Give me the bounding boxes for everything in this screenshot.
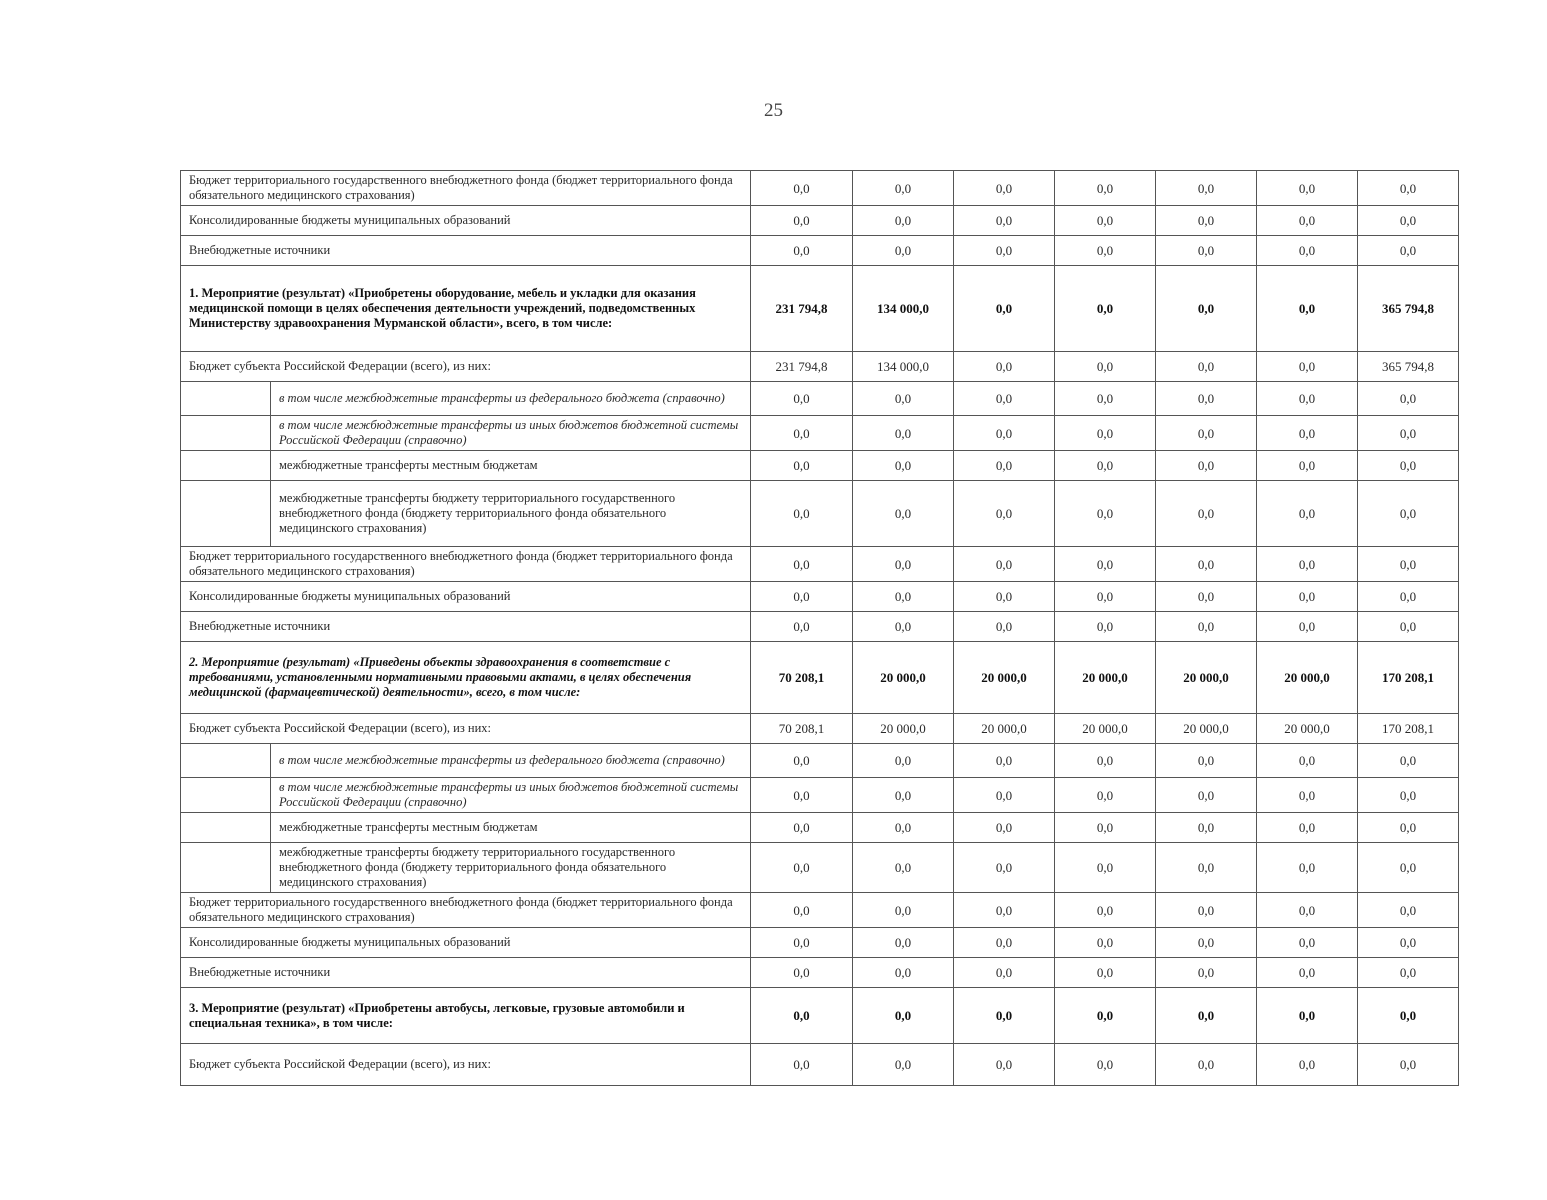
value-cell: 0,0 bbox=[751, 206, 853, 236]
value-cell: 0,0 bbox=[954, 612, 1055, 642]
value-cell: 0,0 bbox=[751, 236, 853, 266]
value-cell: 0,0 bbox=[1156, 778, 1257, 813]
value-cell: 0,0 bbox=[954, 206, 1055, 236]
value-cell: 170 208,1 bbox=[1358, 642, 1459, 714]
row-label: Консолидированные бюджеты муниципальных образований bbox=[181, 928, 751, 958]
value-cell: 20 000,0 bbox=[853, 642, 954, 714]
value-cell: 0,0 bbox=[751, 451, 853, 481]
value-cell: 0,0 bbox=[954, 843, 1055, 893]
value-cell: 0,0 bbox=[1055, 171, 1156, 206]
value-cell: 0,0 bbox=[954, 352, 1055, 382]
value-cell: 0,0 bbox=[1358, 744, 1459, 778]
table-row bbox=[181, 547, 1459, 582]
row-label: межбюджетные трансферты бюджету территориального государственного внебюджетного фонда (бюджету территориального фонда обязательного медицинского страхования) bbox=[271, 843, 751, 893]
indent-cell bbox=[181, 778, 271, 813]
value-cell: 231 794,8 bbox=[751, 266, 853, 352]
value-cell: 20 000,0 bbox=[1156, 714, 1257, 744]
value-cell: 0,0 bbox=[751, 843, 853, 893]
value-cell: 0,0 bbox=[1156, 988, 1257, 1044]
value-cell: 0,0 bbox=[1257, 547, 1358, 582]
value-cell: 0,0 bbox=[853, 451, 954, 481]
indent-cell bbox=[181, 744, 271, 778]
row-label: Внебюджетные источники bbox=[181, 236, 751, 266]
value-cell: 0,0 bbox=[1156, 171, 1257, 206]
value-cell: 0,0 bbox=[853, 382, 954, 416]
row-label: Внебюджетные источники bbox=[181, 612, 751, 642]
budget-table bbox=[180, 170, 1459, 1086]
value-cell: 0,0 bbox=[853, 843, 954, 893]
row-label: Бюджет территориального государственного внебюджетного фонда (бюджет территориального фонда обязательного медицинского страхования) bbox=[181, 893, 751, 928]
value-cell: 0,0 bbox=[1156, 744, 1257, 778]
value-cell: 0,0 bbox=[1358, 206, 1459, 236]
value-cell: 0,0 bbox=[1257, 416, 1358, 451]
value-cell: 0,0 bbox=[1358, 582, 1459, 612]
table-row bbox=[181, 612, 1459, 642]
value-cell: 20 000,0 bbox=[1055, 642, 1156, 714]
value-cell: 0,0 bbox=[1358, 547, 1459, 582]
value-cell: 0,0 bbox=[954, 451, 1055, 481]
table-row bbox=[181, 481, 1459, 547]
value-cell: 0,0 bbox=[1358, 171, 1459, 206]
value-cell: 0,0 bbox=[853, 958, 954, 988]
value-cell: 0,0 bbox=[751, 988, 853, 1044]
value-cell: 0,0 bbox=[1055, 206, 1156, 236]
value-cell: 0,0 bbox=[1257, 382, 1358, 416]
value-cell: 0,0 bbox=[1055, 843, 1156, 893]
value-cell: 0,0 bbox=[1358, 382, 1459, 416]
value-cell: 0,0 bbox=[1055, 958, 1156, 988]
value-cell: 20 000,0 bbox=[853, 714, 954, 744]
value-cell: 0,0 bbox=[1055, 416, 1156, 451]
table-row bbox=[181, 958, 1459, 988]
value-cell: 231 794,8 bbox=[751, 352, 853, 382]
value-cell: 0,0 bbox=[853, 582, 954, 612]
indent-cell bbox=[181, 843, 271, 893]
indent-cell bbox=[181, 416, 271, 451]
value-cell: 0,0 bbox=[751, 813, 853, 843]
value-cell: 0,0 bbox=[1257, 206, 1358, 236]
row-label: Консолидированные бюджеты муниципальных образований bbox=[181, 206, 751, 236]
row-label: межбюджетные трансферты местным бюджетам bbox=[271, 451, 751, 481]
table-row bbox=[181, 352, 1459, 382]
value-cell: 0,0 bbox=[1257, 266, 1358, 352]
value-cell: 70 208,1 bbox=[751, 642, 853, 714]
value-cell: 0,0 bbox=[1257, 451, 1358, 481]
value-cell: 0,0 bbox=[853, 928, 954, 958]
value-cell: 0,0 bbox=[1358, 416, 1459, 451]
value-cell: 0,0 bbox=[954, 958, 1055, 988]
value-cell: 0,0 bbox=[954, 236, 1055, 266]
row-label: 3. Мероприятие (результат) «Приобретены автобусы, легковые, грузовые автомобили и специальная техника», в том числе: bbox=[181, 988, 751, 1044]
value-cell: 0,0 bbox=[1055, 236, 1156, 266]
value-cell: 0,0 bbox=[853, 1044, 954, 1086]
value-cell: 0,0 bbox=[1358, 778, 1459, 813]
value-cell: 0,0 bbox=[954, 893, 1055, 928]
value-cell: 0,0 bbox=[1055, 893, 1156, 928]
value-cell: 0,0 bbox=[1055, 612, 1156, 642]
row-label: Бюджет субъекта Российской Федерации (всего), из них: bbox=[181, 1044, 751, 1086]
value-cell: 0,0 bbox=[1055, 547, 1156, 582]
value-cell: 0,0 bbox=[853, 744, 954, 778]
measure-row bbox=[181, 642, 1459, 714]
value-cell: 20 000,0 bbox=[954, 642, 1055, 714]
value-cell: 0,0 bbox=[954, 266, 1055, 352]
row-label: Бюджет субъекта Российской Федерации (всего), из них: bbox=[181, 714, 751, 744]
value-cell: 0,0 bbox=[751, 612, 853, 642]
table-row bbox=[181, 582, 1459, 612]
value-cell: 170 208,1 bbox=[1358, 714, 1459, 744]
value-cell: 0,0 bbox=[954, 988, 1055, 1044]
value-cell: 0,0 bbox=[751, 1044, 853, 1086]
value-cell: 0,0 bbox=[1358, 928, 1459, 958]
value-cell: 0,0 bbox=[1055, 1044, 1156, 1086]
value-cell: 0,0 bbox=[954, 928, 1055, 958]
row-label: Бюджет субъекта Российской Федерации (всего), из них: bbox=[181, 352, 751, 382]
value-cell: 0,0 bbox=[1055, 744, 1156, 778]
value-cell: 0,0 bbox=[751, 778, 853, 813]
value-cell: 0,0 bbox=[751, 416, 853, 451]
value-cell: 0,0 bbox=[1257, 481, 1358, 547]
value-cell: 0,0 bbox=[751, 893, 853, 928]
value-cell: 0,0 bbox=[1257, 778, 1358, 813]
value-cell: 0,0 bbox=[751, 547, 853, 582]
value-cell: 0,0 bbox=[1257, 352, 1358, 382]
value-cell: 0,0 bbox=[1358, 236, 1459, 266]
value-cell: 0,0 bbox=[1156, 382, 1257, 416]
value-cell: 134 000,0 bbox=[853, 266, 954, 352]
value-cell: 0,0 bbox=[1358, 481, 1459, 547]
value-cell: 0,0 bbox=[1257, 171, 1358, 206]
value-cell: 0,0 bbox=[853, 612, 954, 642]
value-cell: 0,0 bbox=[751, 928, 853, 958]
value-cell: 0,0 bbox=[954, 481, 1055, 547]
value-cell: 0,0 bbox=[853, 988, 954, 1044]
indent-cell bbox=[181, 382, 271, 416]
value-cell: 0,0 bbox=[1257, 813, 1358, 843]
value-cell: 0,0 bbox=[1156, 547, 1257, 582]
table-row bbox=[181, 843, 1459, 893]
value-cell: 20 000,0 bbox=[1156, 642, 1257, 714]
row-label: межбюджетные трансферты бюджету территориального государственного внебюджетного фонда (бюджету территориального фонда обязательного медицинского страхования) bbox=[271, 481, 751, 547]
row-label: Бюджет территориального государственного внебюджетного фонда (бюджет территориального фонда обязательного медицинского страхования) bbox=[181, 547, 751, 582]
value-cell: 0,0 bbox=[1156, 266, 1257, 352]
value-cell: 0,0 bbox=[1156, 206, 1257, 236]
value-cell: 0,0 bbox=[1257, 1044, 1358, 1086]
value-cell: 0,0 bbox=[954, 813, 1055, 843]
value-cell: 0,0 bbox=[954, 744, 1055, 778]
value-cell: 0,0 bbox=[1156, 416, 1257, 451]
value-cell: 365 794,8 bbox=[1358, 352, 1459, 382]
table-row bbox=[181, 928, 1459, 958]
value-cell: 0,0 bbox=[1156, 928, 1257, 958]
value-cell: 0,0 bbox=[1055, 382, 1156, 416]
value-cell: 0,0 bbox=[1257, 744, 1358, 778]
table-row bbox=[181, 744, 1459, 778]
value-cell: 0,0 bbox=[1156, 352, 1257, 382]
value-cell: 0,0 bbox=[853, 236, 954, 266]
value-cell: 0,0 bbox=[1156, 481, 1257, 547]
indent-cell bbox=[181, 481, 271, 547]
row-label: межбюджетные трансферты местным бюджетам bbox=[271, 813, 751, 843]
value-cell: 20 000,0 bbox=[954, 714, 1055, 744]
row-label: Бюджет территориального государственного внебюджетного фонда (бюджет территориального фонда обязательного медицинского страхования) bbox=[181, 171, 751, 206]
row-label: 1. Мероприятие (результат) «Приобретены оборудование, мебель и укладки для оказания медицинской помощи в целях обеспечения деятельности учреждений, подведомственных Министерству здравоохранения Мурманской области», всего, в том числе: bbox=[181, 266, 751, 352]
table-row bbox=[181, 1044, 1459, 1086]
value-cell: 20 000,0 bbox=[1257, 642, 1358, 714]
value-cell: 0,0 bbox=[853, 813, 954, 843]
value-cell: 0,0 bbox=[853, 416, 954, 451]
value-cell: 0,0 bbox=[1055, 988, 1156, 1044]
table-row bbox=[181, 893, 1459, 928]
row-label: в том числе межбюджетные трансферты из иных бюджетов бюджетной системы Российской Федерации (справочно) bbox=[271, 778, 751, 813]
value-cell: 0,0 bbox=[954, 171, 1055, 206]
value-cell: 0,0 bbox=[1055, 266, 1156, 352]
value-cell: 0,0 bbox=[1156, 1044, 1257, 1086]
value-cell: 0,0 bbox=[1055, 481, 1156, 547]
table-row bbox=[181, 714, 1459, 744]
value-cell: 0,0 bbox=[1156, 236, 1257, 266]
value-cell: 0,0 bbox=[1358, 612, 1459, 642]
value-cell: 134 000,0 bbox=[853, 352, 954, 382]
value-cell: 0,0 bbox=[751, 744, 853, 778]
table-row bbox=[181, 206, 1459, 236]
value-cell: 0,0 bbox=[1358, 958, 1459, 988]
measure-row bbox=[181, 988, 1459, 1044]
table-row bbox=[181, 236, 1459, 266]
row-label: Консолидированные бюджеты муниципальных образований bbox=[181, 582, 751, 612]
value-cell: 0,0 bbox=[1156, 893, 1257, 928]
value-cell: 0,0 bbox=[954, 547, 1055, 582]
value-cell: 0,0 bbox=[954, 1044, 1055, 1086]
value-cell: 0,0 bbox=[1156, 843, 1257, 893]
value-cell: 20 000,0 bbox=[1257, 714, 1358, 744]
value-cell: 0,0 bbox=[1257, 236, 1358, 266]
table-row bbox=[181, 451, 1459, 481]
table-row bbox=[181, 778, 1459, 813]
value-cell: 0,0 bbox=[1257, 928, 1358, 958]
value-cell: 0,0 bbox=[751, 481, 853, 547]
value-cell: 0,0 bbox=[954, 416, 1055, 451]
value-cell: 0,0 bbox=[1358, 988, 1459, 1044]
row-label: в том числе межбюджетные трансферты из федерального бюджета (справочно) bbox=[271, 382, 751, 416]
value-cell: 0,0 bbox=[1156, 612, 1257, 642]
value-cell: 0,0 bbox=[1055, 582, 1156, 612]
value-cell: 0,0 bbox=[1257, 988, 1358, 1044]
value-cell: 0,0 bbox=[751, 382, 853, 416]
value-cell: 0,0 bbox=[1257, 843, 1358, 893]
value-cell: 0,0 bbox=[1358, 813, 1459, 843]
value-cell: 0,0 bbox=[853, 481, 954, 547]
value-cell: 0,0 bbox=[1055, 778, 1156, 813]
table-row bbox=[181, 416, 1459, 451]
value-cell: 0,0 bbox=[1257, 958, 1358, 988]
row-label: 2. Мероприятие (результат) «Приведены объекты здравоохранения в соответствие с требованиями, установленными нормативными правовыми актами, в целях обеспечения медицинской (фармацевтической) деятельности», всего, в том числе: bbox=[181, 642, 751, 714]
value-cell: 0,0 bbox=[853, 778, 954, 813]
value-cell: 0,0 bbox=[1156, 958, 1257, 988]
value-cell: 0,0 bbox=[1055, 813, 1156, 843]
value-cell: 20 000,0 bbox=[1055, 714, 1156, 744]
row-label: в том числе межбюджетные трансферты из федерального бюджета (справочно) bbox=[271, 744, 751, 778]
value-cell: 0,0 bbox=[1257, 893, 1358, 928]
value-cell: 0,0 bbox=[1156, 451, 1257, 481]
value-cell: 365 794,8 bbox=[1358, 266, 1459, 352]
table-row bbox=[181, 171, 1459, 206]
value-cell: 0,0 bbox=[1358, 893, 1459, 928]
value-cell: 0,0 bbox=[1358, 451, 1459, 481]
measure-row bbox=[181, 266, 1459, 352]
value-cell: 0,0 bbox=[751, 582, 853, 612]
table-row bbox=[181, 382, 1459, 416]
value-cell: 0,0 bbox=[954, 582, 1055, 612]
value-cell: 0,0 bbox=[1156, 813, 1257, 843]
value-cell: 0,0 bbox=[1257, 612, 1358, 642]
value-cell: 0,0 bbox=[1055, 451, 1156, 481]
value-cell: 0,0 bbox=[1358, 1044, 1459, 1086]
value-cell: 0,0 bbox=[853, 893, 954, 928]
value-cell: 0,0 bbox=[853, 171, 954, 206]
value-cell: 0,0 bbox=[954, 382, 1055, 416]
table-row bbox=[181, 813, 1459, 843]
value-cell: 0,0 bbox=[751, 171, 853, 206]
value-cell: 0,0 bbox=[954, 778, 1055, 813]
indent-cell bbox=[181, 813, 271, 843]
value-cell: 0,0 bbox=[1358, 843, 1459, 893]
value-cell: 0,0 bbox=[853, 206, 954, 236]
page-number: 25 bbox=[764, 100, 783, 121]
row-label: Внебюджетные источники bbox=[181, 958, 751, 988]
value-cell: 0,0 bbox=[853, 547, 954, 582]
value-cell: 0,0 bbox=[1055, 352, 1156, 382]
value-cell: 0,0 bbox=[751, 958, 853, 988]
indent-cell bbox=[181, 451, 271, 481]
value-cell: 0,0 bbox=[1156, 582, 1257, 612]
value-cell: 0,0 bbox=[1055, 928, 1156, 958]
row-label: в том числе межбюджетные трансферты из иных бюджетов бюджетной системы Российской Федерации (справочно) bbox=[271, 416, 751, 451]
value-cell: 0,0 bbox=[1257, 582, 1358, 612]
value-cell: 70 208,1 bbox=[751, 714, 853, 744]
